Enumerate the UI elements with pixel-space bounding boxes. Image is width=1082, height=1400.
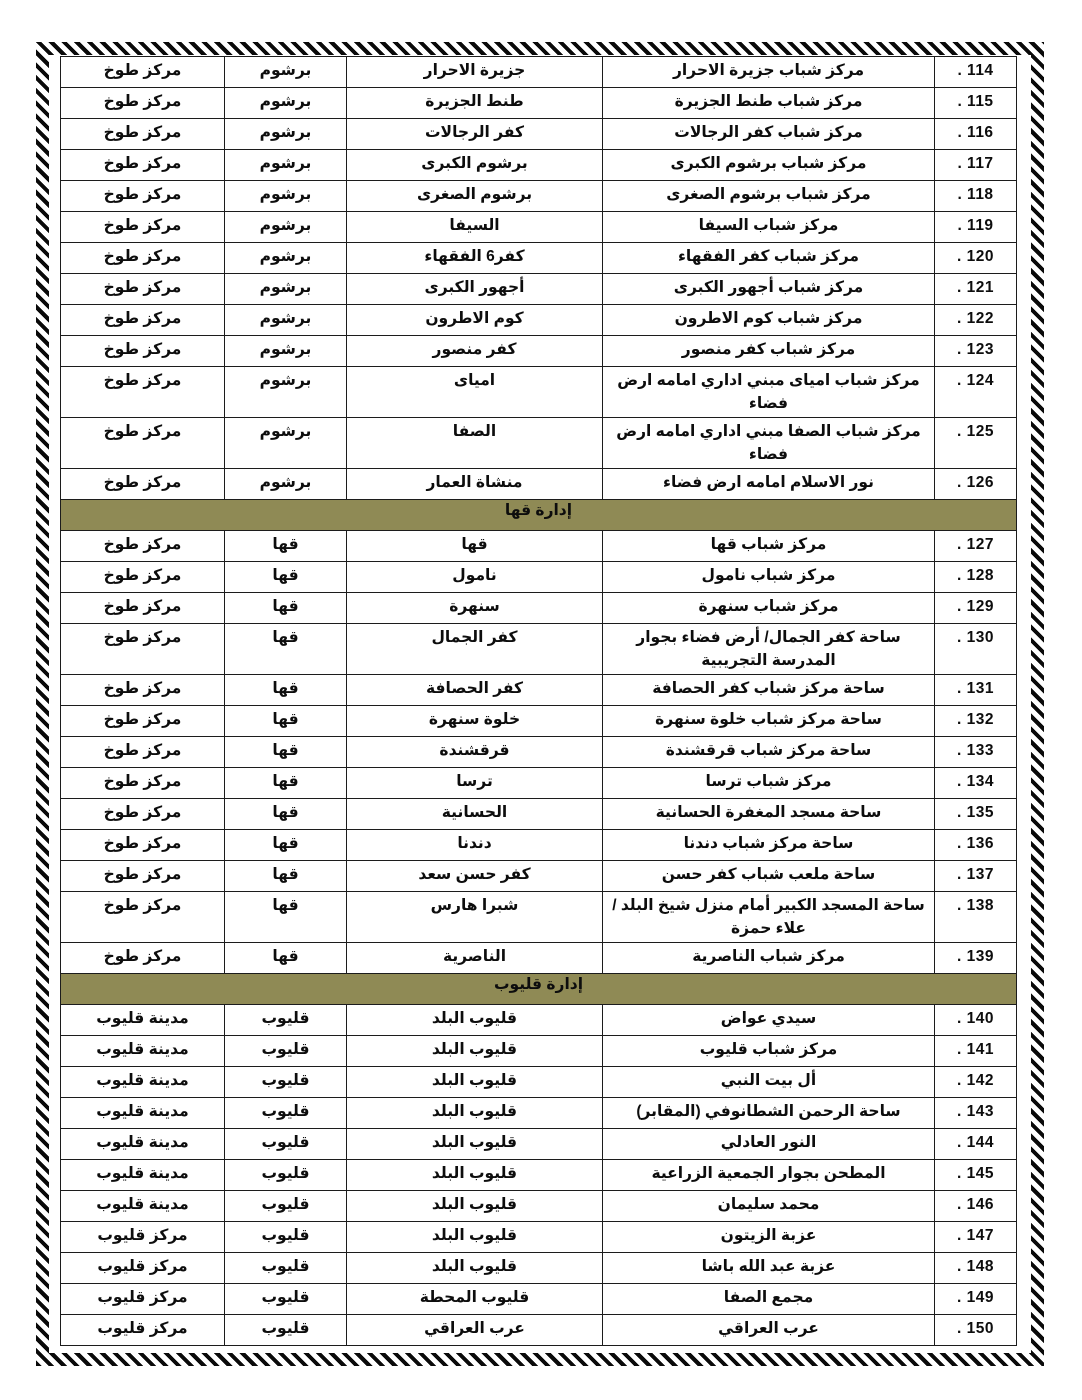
village-cell: السيفا (347, 212, 603, 243)
table-row (61, 624, 1017, 675)
table-row (61, 1005, 1017, 1036)
village-cell: كفر6 الفقهاء (347, 243, 603, 274)
admin-center-cell: مركز طوخ (61, 305, 225, 336)
district-cell: قليوب (225, 1036, 347, 1067)
table-row (61, 418, 1017, 469)
village-cell: كفر الرجالات (347, 119, 603, 150)
district-cell: قها (225, 768, 347, 799)
admin-center-cell: مركز طوخ (61, 943, 225, 974)
center-name-cell: ساحة مركز شباب دندنا (603, 830, 935, 861)
village-cell: قليوب البلد (347, 1160, 603, 1191)
row-number-cell: . 119 (935, 212, 1017, 243)
village-cell: قليوب البلد (347, 1036, 603, 1067)
admin-center-cell: مركز طوخ (61, 624, 225, 675)
center-name-cell: عزبة عبد الله باشا (603, 1253, 935, 1284)
table-row (61, 274, 1017, 305)
center-name-cell: مركز شباب كوم الاطرون (603, 305, 935, 336)
center-name-cell: ساحة الرحمن الشطانوفي (المقابر) (603, 1098, 935, 1129)
row-number-cell: . 118 (935, 181, 1017, 212)
district-cell: قها (225, 861, 347, 892)
row-number-cell: . 120 (935, 243, 1017, 274)
district-cell: برشوم (225, 418, 347, 469)
village-cell: قليوب البلد (347, 1222, 603, 1253)
center-name-cell: مركز شباب نامول (603, 562, 935, 593)
center-name-cell: عزبة الزيتون (603, 1222, 935, 1253)
center-name-cell: ساحة ملعب شباب كفر حسن (603, 861, 935, 892)
district-cell: قها (225, 892, 347, 943)
center-name-cell: ساحة مركز شباب خلوة سنهرة (603, 706, 935, 737)
village-cell: كفر الجمال (347, 624, 603, 675)
row-number-cell: . 129 (935, 593, 1017, 624)
admin-center-cell: مركز طوخ (61, 150, 225, 181)
table-row (61, 243, 1017, 274)
row-number-cell: . 146 (935, 1191, 1017, 1222)
table-row (61, 892, 1017, 943)
village-cell: عرب العراقي (347, 1315, 603, 1346)
admin-center-cell: مركز طوخ (61, 737, 225, 768)
village-cell: قها (347, 531, 603, 562)
village-cell: قليوب البلد (347, 1005, 603, 1036)
admin-center-cell: مركز طوخ (61, 706, 225, 737)
village-cell: قليوب البلد (347, 1129, 603, 1160)
table-row (61, 1160, 1017, 1191)
village-cell: قرقشندة (347, 737, 603, 768)
village-cell: أجهور الكبرى (347, 274, 603, 305)
table-row (61, 593, 1017, 624)
admin-center-cell: مدينة قليوب (61, 1067, 225, 1098)
row-number-cell: . 140 (935, 1005, 1017, 1036)
village-cell: كوم الاطرون (347, 305, 603, 336)
row-number-cell: . 147 (935, 1222, 1017, 1253)
row-number-cell: . 125 (935, 418, 1017, 469)
district-cell: برشوم (225, 274, 347, 305)
district-cell: برشوم (225, 88, 347, 119)
center-name-cell: ساحة مسجد المغفرة الحسانية (603, 799, 935, 830)
admin-center-cell: مدينة قليوب (61, 1160, 225, 1191)
district-cell: قليوب (225, 1191, 347, 1222)
center-name-cell: مركز شباب قها (603, 531, 935, 562)
admin-center-cell: مركز طوخ (61, 593, 225, 624)
table-row (61, 305, 1017, 336)
row-number-cell: . 142 (935, 1067, 1017, 1098)
admin-center-cell: مدينة قليوب (61, 1005, 225, 1036)
village-cell: نامول (347, 562, 603, 593)
village-cell: شبرا هارس (347, 892, 603, 943)
district-cell: قها (225, 706, 347, 737)
admin-center-cell: مركز طوخ (61, 88, 225, 119)
section-header-label: إدارة قليوب (61, 974, 1017, 1005)
center-name-cell: النور العادلي (603, 1129, 935, 1160)
admin-center-cell: مركز طوخ (61, 336, 225, 367)
table-row (61, 367, 1017, 418)
admin-center-cell: مركز طوخ (61, 768, 225, 799)
district-cell: قها (225, 943, 347, 974)
district-cell: برشوم (225, 181, 347, 212)
district-cell: قها (225, 675, 347, 706)
row-number-cell: . 131 (935, 675, 1017, 706)
district-cell: قها (225, 830, 347, 861)
row-number-cell: . 143 (935, 1098, 1017, 1129)
district-cell: قليوب (225, 1129, 347, 1160)
village-cell: كفر حسن سعد (347, 861, 603, 892)
admin-center-cell: مركز طوخ (61, 799, 225, 830)
row-number-cell: . 130 (935, 624, 1017, 675)
center-name-cell: مركز شباب جزيرة الاحرار (603, 57, 935, 88)
table-row (61, 1067, 1017, 1098)
row-number-cell: . 127 (935, 531, 1017, 562)
row-number-cell: . 150 (935, 1315, 1017, 1346)
admin-center-cell: مدينة قليوب (61, 1098, 225, 1129)
center-name-cell: مركز شباب كفر منصور (603, 336, 935, 367)
village-cell: الناصرية (347, 943, 603, 974)
row-number-cell: . 141 (935, 1036, 1017, 1067)
table-row (61, 1315, 1017, 1346)
district-cell: قليوب (225, 1284, 347, 1315)
row-number-cell: . 144 (935, 1129, 1017, 1160)
village-cell: برشوم الكبرى (347, 150, 603, 181)
table-row (61, 1129, 1017, 1160)
table-row (61, 706, 1017, 737)
admin-center-cell: مركز طوخ (61, 274, 225, 305)
village-cell: دندنا (347, 830, 603, 861)
district-cell: قها (225, 799, 347, 830)
table-row (61, 675, 1017, 706)
table-row (61, 181, 1017, 212)
village-cell: قليوب البلد (347, 1067, 603, 1098)
row-number-cell: . 123 (935, 336, 1017, 367)
center-name-cell: مركز شباب السيفا (603, 212, 935, 243)
youth-centers-table (60, 56, 1017, 1346)
admin-center-cell: مركز قليوب (61, 1253, 225, 1284)
center-name-cell: المطحن بجوار الجمعية الزراعية (603, 1160, 935, 1191)
table-row (61, 943, 1017, 974)
section-header-label: إدارة قها (61, 500, 1017, 531)
admin-center-cell: مركز طوخ (61, 830, 225, 861)
table-body (61, 57, 1017, 1346)
center-name-cell: مركز شباب برشوم الكبرى (603, 150, 935, 181)
row-number-cell: . 122 (935, 305, 1017, 336)
village-cell: قليوب البلد (347, 1253, 603, 1284)
table-row (61, 57, 1017, 88)
row-number-cell: . 145 (935, 1160, 1017, 1191)
section-header-row (61, 500, 1017, 531)
table-row (61, 119, 1017, 150)
center-name-cell: مركز شباب برشوم الصغرى (603, 181, 935, 212)
table-row (61, 1098, 1017, 1129)
village-cell: ترسا (347, 768, 603, 799)
table-row (61, 861, 1017, 892)
admin-center-cell: مركز طوخ (61, 418, 225, 469)
village-cell: قليوب البلد (347, 1191, 603, 1222)
table-row (61, 768, 1017, 799)
district-cell: قليوب (225, 1160, 347, 1191)
district-cell: قها (225, 624, 347, 675)
section-header-row (61, 974, 1017, 1005)
table-row (61, 531, 1017, 562)
row-number-cell: . 134 (935, 768, 1017, 799)
row-number-cell: . 148 (935, 1253, 1017, 1284)
admin-center-cell: مركز طوخ (61, 469, 225, 500)
village-cell: سنهرة (347, 593, 603, 624)
admin-center-cell: مركز طوخ (61, 212, 225, 243)
district-cell: برشوم (225, 305, 347, 336)
row-number-cell: . 136 (935, 830, 1017, 861)
admin-center-cell: مركز قليوب (61, 1284, 225, 1315)
admin-center-cell: مدينة قليوب (61, 1129, 225, 1160)
district-cell: قليوب (225, 1222, 347, 1253)
row-number-cell: . 138 (935, 892, 1017, 943)
admin-center-cell: مركز طوخ (61, 562, 225, 593)
center-name-cell: ساحة مركز شباب قرقشندة (603, 737, 935, 768)
row-number-cell: . 124 (935, 367, 1017, 418)
table-row (61, 1191, 1017, 1222)
center-name-cell: مركز شباب طنط الجزيرة (603, 88, 935, 119)
center-name-cell: ساحة مركز شباب كفر الحصافة (603, 675, 935, 706)
admin-center-cell: مركز قليوب (61, 1222, 225, 1253)
row-number-cell: . 137 (935, 861, 1017, 892)
table-row (61, 336, 1017, 367)
district-cell: برشوم (225, 367, 347, 418)
district-cell: برشوم (225, 336, 347, 367)
table-row (61, 1222, 1017, 1253)
village-cell: قليوب البلد (347, 1098, 603, 1129)
center-name-cell: مركز شباب كفر الرجالات (603, 119, 935, 150)
village-cell: قليوب المحطة (347, 1284, 603, 1315)
row-number-cell: . 116 (935, 119, 1017, 150)
center-name-cell: مركز شباب قليوب (603, 1036, 935, 1067)
row-number-cell: . 132 (935, 706, 1017, 737)
center-name-cell: مركز شباب ترسا (603, 768, 935, 799)
district-cell: قليوب (225, 1098, 347, 1129)
district-cell: قها (225, 737, 347, 768)
village-cell: كفر منصور (347, 336, 603, 367)
table-row (61, 88, 1017, 119)
admin-center-cell: مركز طوخ (61, 675, 225, 706)
center-name-cell: ساحة كفر الجمال/ أرض فضاء بجوار المدرسة التجريبية (603, 624, 935, 675)
table-row (61, 830, 1017, 861)
district-cell: برشوم (225, 57, 347, 88)
table-row (61, 469, 1017, 500)
district-cell: قليوب (225, 1315, 347, 1346)
district-cell: برشوم (225, 119, 347, 150)
center-name-cell: مركز شباب سنهرة (603, 593, 935, 624)
center-name-cell: ساحة المسجد الكبير أمام منزل شيخ البلد / علاء حمزة (603, 892, 935, 943)
district-cell: قليوب (225, 1067, 347, 1098)
district-cell: قها (225, 531, 347, 562)
center-name-cell: نور الاسلام امامه ارض فضاء (603, 469, 935, 500)
row-number-cell: . 149 (935, 1284, 1017, 1315)
row-number-cell: . 135 (935, 799, 1017, 830)
village-cell: منشاة العمار (347, 469, 603, 500)
row-number-cell: . 114 (935, 57, 1017, 88)
village-cell: برشوم الصغرى (347, 181, 603, 212)
center-name-cell: مركز شباب أجهور الكبرى (603, 274, 935, 305)
admin-center-cell: مركز طوخ (61, 892, 225, 943)
village-cell: طنط الجزيرة (347, 88, 603, 119)
district-cell: برشوم (225, 243, 347, 274)
village-cell: خلوة سنهرة (347, 706, 603, 737)
row-number-cell: . 139 (935, 943, 1017, 974)
center-name-cell: محمد سليمان (603, 1191, 935, 1222)
admin-center-cell: مركز طوخ (61, 243, 225, 274)
district-cell: قليوب (225, 1005, 347, 1036)
admin-center-cell: مركز طوخ (61, 119, 225, 150)
row-number-cell: . 133 (935, 737, 1017, 768)
admin-center-cell: مركز قليوب (61, 1315, 225, 1346)
village-cell: الصفا (347, 418, 603, 469)
village-cell: كفر الحصافة (347, 675, 603, 706)
center-name-cell: مجمع الصفا (603, 1284, 935, 1315)
admin-center-cell: مدينة قليوب (61, 1036, 225, 1067)
district-cell: برشوم (225, 212, 347, 243)
center-name-cell: مركز شباب الصفا مبني اداري امامه ارض فضاء (603, 418, 935, 469)
admin-center-cell: مركز طوخ (61, 57, 225, 88)
district-cell: قليوب (225, 1253, 347, 1284)
admin-center-cell: مركز طوخ (61, 367, 225, 418)
district-cell: قها (225, 593, 347, 624)
district-cell: برشوم (225, 469, 347, 500)
center-name-cell: سيدي عواض (603, 1005, 935, 1036)
table-row (61, 212, 1017, 243)
table-row (61, 737, 1017, 768)
center-name-cell: مركز شباب الناصرية (603, 943, 935, 974)
village-cell: جزيرة الاحرار (347, 57, 603, 88)
row-number-cell: . 115 (935, 88, 1017, 119)
admin-center-cell: مركز طوخ (61, 531, 225, 562)
admin-center-cell: مركز طوخ (61, 181, 225, 212)
row-number-cell: . 128 (935, 562, 1017, 593)
center-name-cell: مركز شباب امياى مبني اداري امامه ارض فضاء (603, 367, 935, 418)
table-row (61, 1036, 1017, 1067)
admin-center-cell: مدينة قليوب (61, 1191, 225, 1222)
row-number-cell: . 117 (935, 150, 1017, 181)
center-name-cell: مركز شباب كفر الفقهاء (603, 243, 935, 274)
table-row (61, 799, 1017, 830)
district-cell: برشوم (225, 150, 347, 181)
table-row (61, 562, 1017, 593)
village-cell: امياى (347, 367, 603, 418)
village-cell: الحسانية (347, 799, 603, 830)
table-row (61, 1253, 1017, 1284)
table-row (61, 150, 1017, 181)
admin-center-cell: مركز طوخ (61, 861, 225, 892)
center-name-cell: أل بيت النبي (603, 1067, 935, 1098)
row-number-cell: . 126 (935, 469, 1017, 500)
center-name-cell: عرب العراقي (603, 1315, 935, 1346)
row-number-cell: . 121 (935, 274, 1017, 305)
table-row (61, 1284, 1017, 1315)
district-cell: قها (225, 562, 347, 593)
